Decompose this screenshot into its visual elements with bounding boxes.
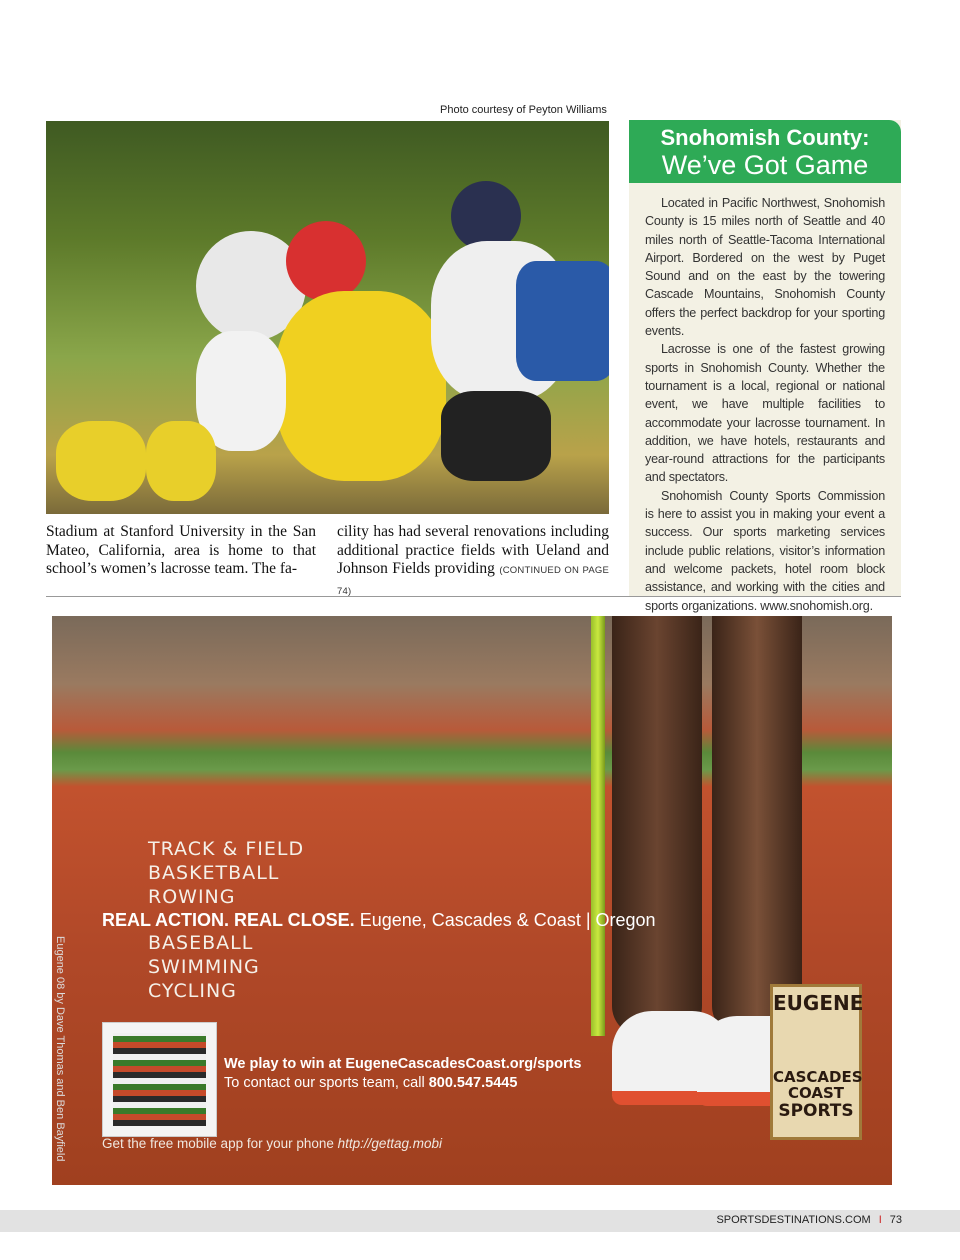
app-url: http://gettag.mobi bbox=[337, 1136, 442, 1151]
logo-top-text: EUGENE bbox=[773, 991, 864, 1015]
sidebar-title: Snohomish County: bbox=[660, 125, 870, 150]
photo-credit-vertical: Eugene 08 by Dave Thomas and Ben Bayfield bbox=[54, 936, 66, 1162]
article-column-2 bbox=[337, 523, 609, 601]
logo-mid-text: CASCADES bbox=[773, 1068, 863, 1086]
sport-label: BASKETBALL bbox=[148, 862, 280, 884]
ad-contact-line bbox=[224, 1075, 517, 1091]
page-number: 73 bbox=[889, 1214, 902, 1226]
eugene-advertisement bbox=[52, 616, 892, 1185]
logo-mid2-text: COAST bbox=[787, 1084, 844, 1102]
qr-code bbox=[102, 1022, 217, 1137]
footer-separator: I bbox=[878, 1214, 882, 1226]
sport-label: SWIMMING bbox=[148, 956, 260, 978]
divider-rule bbox=[46, 596, 901, 597]
eugene-sports-logo bbox=[770, 984, 862, 1140]
qr-code-pattern bbox=[113, 1033, 206, 1126]
article-column-2-text: cility has had several renovations including additional practice fields with Ueland and Johnson Fields providing bbox=[337, 523, 609, 577]
tagline-rest: Eugene, Cascades & Coast | Oregon bbox=[354, 910, 656, 930]
sidebar-paragraph: Lacrosse is one of the fastest growing sports in Snohomish County. Whether the tournament is a local, regional or national event, we have multiple facilities to accommodate your lacrosse tournament. In addition, we have hotels, restaurants and year-round attractions for the participants and spectators. bbox=[645, 342, 885, 485]
sidebar-paragraph: Located in Pacific Northwest, Snohomish County is 15 miles north of Seattle and 40 miles north of Seattle-Tacoma International Airport. Bordered on the west by Puget Sound and on the east by the towering Cascade Mountains, Snohomish County offers the perfect backdrop for your sporting events. bbox=[645, 196, 885, 339]
photo-credit: Photo courtesy of Peyton Williams bbox=[440, 104, 607, 116]
sidebar-subtitle: We’ve Got Game bbox=[661, 150, 869, 180]
athlete-leg bbox=[612, 616, 702, 1036]
sport-label: CYCLING bbox=[148, 980, 237, 1002]
vault-pole bbox=[591, 616, 605, 1036]
tagline-bold: REAL ACTION. REAL CLOSE. bbox=[102, 910, 355, 930]
sidebar-paragraph: Snohomish County Sports Commission is here to assist you in making your event a success. Our sports marketing services include public relations, visitor’s information and welcome packets, hotel room block assistance, and working with the cities and sports organizations. www.snohomish.org. bbox=[645, 488, 885, 613]
ad-tagline bbox=[102, 910, 656, 931]
continued-label: (CONTINUED ON PAGE 74) bbox=[337, 565, 610, 597]
ad-app-line bbox=[102, 1136, 442, 1151]
sport-label: ROWING bbox=[148, 886, 236, 908]
sport-label: TRACK & FIELD bbox=[148, 838, 305, 860]
lacrosse-photo bbox=[46, 121, 609, 514]
sidebar-header bbox=[629, 120, 901, 183]
contact-text: To contact our sports team, call bbox=[224, 1075, 429, 1091]
contact-phone: 800.547.5445 bbox=[428, 1075, 518, 1091]
app-text: Get the free mobile app for your phone bbox=[102, 1136, 338, 1151]
logo-bottom-text: SPORTS bbox=[778, 1101, 854, 1121]
footer bbox=[716, 1214, 902, 1226]
sport-label: BASEBALL bbox=[148, 932, 254, 954]
footer-site: SPORTSDESTINATIONS.COM bbox=[716, 1214, 871, 1226]
athlete-leg bbox=[712, 616, 802, 1036]
ad-website-line: We play to win at EugeneCascadesCoast.org/sports bbox=[224, 1056, 582, 1072]
article-column-1: Stadium at Stanford University in the San Mateo, California, area is home to that school’s women’s lacrosse team. The fa- bbox=[46, 523, 316, 577]
sidebar-body bbox=[645, 194, 885, 615]
